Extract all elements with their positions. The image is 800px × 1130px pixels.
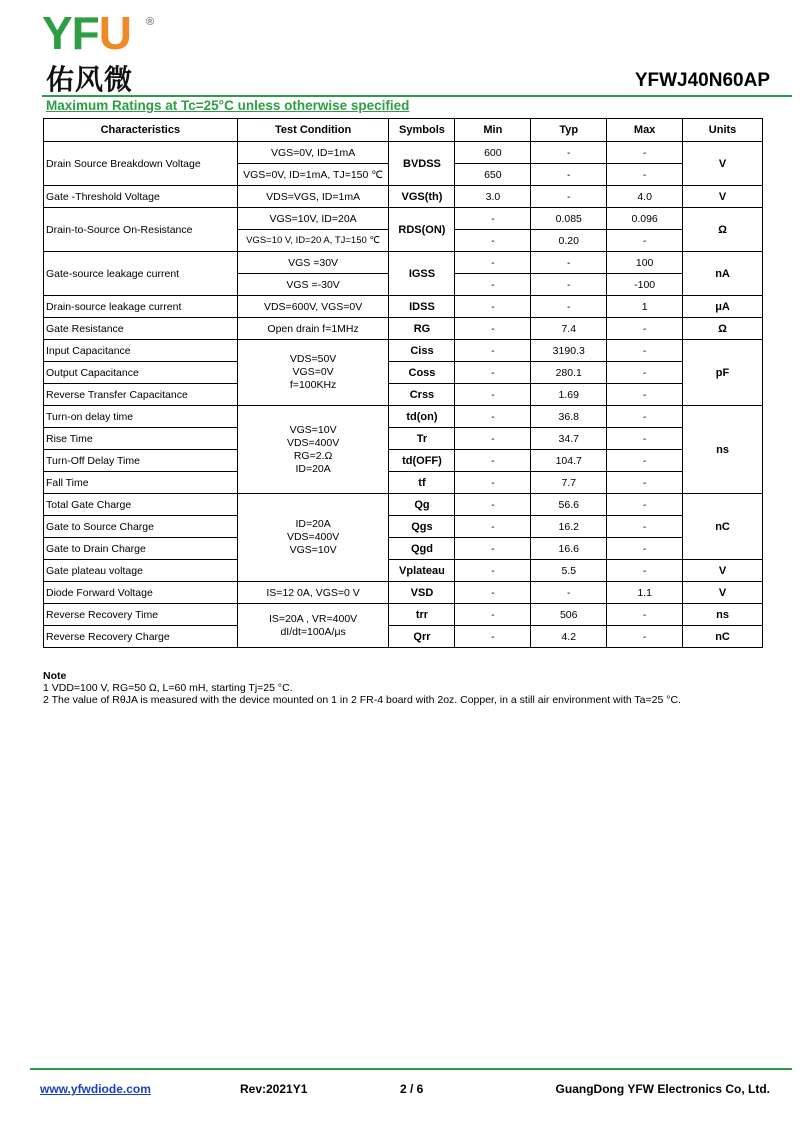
max-cell: - [607,164,683,186]
typ-cell: - [531,582,607,604]
typ-cell: 1.69 [531,384,607,406]
cond-cell: VGS=0V, ID=1mA, TJ=150 ℃ [237,164,389,186]
company-name: GuangDong YFW Electronics Co, Ltd. [555,1082,770,1096]
cond-cell: IS=20A , VR=400V dI/dt=100A/μs [237,604,389,648]
registered-mark: ® [146,16,155,28]
char-cell: Turn-on delay time [44,406,238,428]
symbol-cell: Coss [389,362,455,384]
cond-cell: Open drain f=1MHz [237,318,389,340]
min-cell: - [455,494,531,516]
website-link[interactable]: www.yfwdiode.com [40,1082,151,1096]
min-cell: 600 [455,142,531,164]
table-row [44,340,763,362]
typ-cell: 3190.3 [531,340,607,362]
unit-cell: V [683,186,763,208]
symbol-cell: BVDSS [389,142,455,186]
table-row [44,472,763,494]
char-cell: Reverse Recovery Charge [44,626,238,648]
unit-cell: nC [683,626,763,648]
typ-cell: - [531,252,607,274]
cond-cell: VDS=50V VGS=0V f=100KHz [237,340,389,406]
char-cell: Reverse Recovery Time [44,604,238,626]
table-row [44,560,763,582]
symbol-cell: trr [389,604,455,626]
table-row [44,384,763,406]
typ-cell: 0.20 [531,230,607,252]
header-test-condition: Test Condition [237,119,389,142]
header-characteristics: Characteristics [44,119,238,142]
table-row [44,428,763,450]
min-cell: - [455,626,531,648]
cond-cell: VDS=VGS, ID=1mA [237,186,389,208]
max-cell: - [607,428,683,450]
symbol-cell: Ciss [389,340,455,362]
header-units: Units [683,119,763,142]
max-cell: 100 [607,252,683,274]
typ-cell: 34.7 [531,428,607,450]
max-cell: 0.096 [607,208,683,230]
table-row [44,582,763,604]
typ-cell: 7.4 [531,318,607,340]
min-cell: - [455,274,531,296]
min-cell: - [455,296,531,318]
symbol-cell: IDSS [389,296,455,318]
symbol-cell: RDS(ON) [389,208,455,252]
max-cell: 1 [607,296,683,318]
min-cell: 3.0 [455,186,531,208]
table-row [44,186,763,208]
revision-label: Rev:2021Y1 [240,1082,308,1096]
symbol-cell: Qrr [389,626,455,648]
table-row [44,450,763,472]
min-cell: - [455,318,531,340]
table-row [44,516,763,538]
table-header-row [44,119,763,142]
max-cell: - [607,560,683,582]
max-cell: - [607,604,683,626]
max-cell: - [607,494,683,516]
max-cell: - [607,318,683,340]
unit-cell: V [683,582,763,604]
header-max: Max [607,119,683,142]
char-cell: Turn-Off Delay Time [44,450,238,472]
header-typ: Typ [531,119,607,142]
max-cell: 4.0 [607,186,683,208]
symbol-cell: td(on) [389,406,455,428]
header-symbols: Symbols [389,119,455,142]
header-min: Min [455,119,531,142]
max-cell: - [607,516,683,538]
table-row [44,318,763,340]
char-cell: Drain-to-Source On-Resistance [44,208,238,252]
max-cell: - [607,406,683,428]
symbol-cell: tf [389,472,455,494]
table-row [44,208,763,230]
cond-cell: ID=20A VDS=400V VGS=10V [237,494,389,582]
unit-cell: μA [683,296,763,318]
symbol-cell: RG [389,318,455,340]
min-cell: - [455,230,531,252]
notes-block [43,670,681,706]
min-cell: - [455,406,531,428]
typ-cell: 7.7 [531,472,607,494]
symbol-cell: td(OFF) [389,450,455,472]
symbol-cell: VGS(th) [389,186,455,208]
max-cell: - [607,472,683,494]
max-cell: -100 [607,274,683,296]
min-cell: - [455,582,531,604]
typ-cell: - [531,186,607,208]
max-cell: - [607,340,683,362]
typ-cell: - [531,296,607,318]
unit-cell: ns [683,406,763,494]
char-cell: Gate to Source Charge [44,516,238,538]
typ-cell: 104.7 [531,450,607,472]
typ-cell: - [531,274,607,296]
cond-cell: VGS =30V [237,252,389,274]
max-cell: - [607,450,683,472]
char-cell: Input Capacitance [44,340,238,362]
char-cell: Gate to Drain Charge [44,538,238,560]
min-cell: - [455,362,531,384]
char-cell: Diode Forward Voltage [44,582,238,604]
unit-cell: V [683,142,763,186]
unit-cell: pF [683,340,763,406]
unit-cell: Ω [683,318,763,340]
symbol-cell: IGSS [389,252,455,296]
typ-cell: 280.1 [531,362,607,384]
max-cell: 1.1 [607,582,683,604]
typ-cell: - [531,142,607,164]
char-cell: Gate-source leakage current [44,252,238,296]
table-row [44,406,763,428]
table-row [44,252,763,274]
table-row [44,538,763,560]
min-cell: - [455,252,531,274]
typ-cell: 16.6 [531,538,607,560]
max-cell: - [607,384,683,406]
unit-cell: ns [683,604,763,626]
max-cell: - [607,142,683,164]
cond-cell: VGS=10V, ID=20A [237,208,389,230]
cond-cell: VGS =-30V [237,274,389,296]
table-row [44,362,763,384]
unit-cell: V [683,560,763,582]
char-cell: Total Gate Charge [44,494,238,516]
header-divider [42,95,792,97]
char-cell: Drain-source leakage current [44,296,238,318]
char-cell: Reverse Transfer Capacitance [44,384,238,406]
typ-cell: 506 [531,604,607,626]
min-cell: - [455,384,531,406]
table-row [44,296,763,318]
notes-title: Note [43,670,67,682]
min-cell: 650 [455,164,531,186]
part-number: YFWJ40N60AP [634,70,770,91]
char-cell: Fall Time [44,472,238,494]
cond-cell: VGS=10V VDS=400V RG=2.Ω ID=20A [237,406,389,494]
table-row [44,142,763,164]
min-cell: - [455,604,531,626]
footer-divider [30,1068,792,1070]
max-cell: - [607,362,683,384]
symbol-cell: Vplateau [389,560,455,582]
symbol-cell: Qgs [389,516,455,538]
section-title: Maximum Ratings at Tc=25°C unless otherwise specified [46,98,410,113]
cond-cell: VGS=10 V, ID=20 A, TJ=150 ℃ [237,230,389,252]
note-1: 1 VDD=100 V, RG=50 Ω, L=60 mH, starting Tj=25 °C. [43,682,293,694]
logo-chinese-name: 佑风微 [46,63,134,96]
unit-cell: nA [683,252,763,296]
symbol-cell: VSD [389,582,455,604]
logo-text-yf: YF [42,7,99,59]
min-cell: - [455,450,531,472]
typ-cell: 4.2 [531,626,607,648]
char-cell: Rise Time [44,428,238,450]
char-cell: Gate Resistance [44,318,238,340]
company-logo [42,7,162,96]
cond-cell: VGS=0V, ID=1mA [237,142,389,164]
char-cell: Gate -Threshold Voltage [44,186,238,208]
min-cell: - [455,208,531,230]
note-2: 2 The value of RθJA is measured with the device mounted on 1 in 2 FR-4 board with 2oz. Copper, in a still air environment with Ta=25 °C. [43,694,681,706]
unit-cell: Ω [683,208,763,252]
char-cell: Gate plateau voltage [44,560,238,582]
min-cell: - [455,340,531,362]
ratings-table [43,118,763,648]
unit-cell: nC [683,494,763,560]
cond-cell: IS=12 0A, VGS=0 V [237,582,389,604]
min-cell: - [455,472,531,494]
table-row [44,604,763,626]
symbol-cell: Qg [389,494,455,516]
cond-cell: VDS=600V, VGS=0V [237,296,389,318]
symbol-cell: Tr [389,428,455,450]
typ-cell: 16.2 [531,516,607,538]
typ-cell: - [531,164,607,186]
char-cell: Output Capacitance [44,362,238,384]
min-cell: - [455,560,531,582]
min-cell: - [455,516,531,538]
min-cell: - [455,538,531,560]
char-cell: Drain Source Breakdown Voltage [44,142,238,186]
typ-cell: 0.085 [531,208,607,230]
symbol-cell: Qgd [389,538,455,560]
max-cell: - [607,538,683,560]
max-cell: - [607,626,683,648]
symbol-cell: Crss [389,384,455,406]
min-cell: - [455,428,531,450]
logo-text-u: U [98,7,132,59]
typ-cell: 36.8 [531,406,607,428]
typ-cell: 56.6 [531,494,607,516]
table-row [44,494,763,516]
typ-cell: 5.5 [531,560,607,582]
page-number: 2 / 6 [400,1082,424,1096]
table-row [44,626,763,648]
max-cell: - [607,230,683,252]
